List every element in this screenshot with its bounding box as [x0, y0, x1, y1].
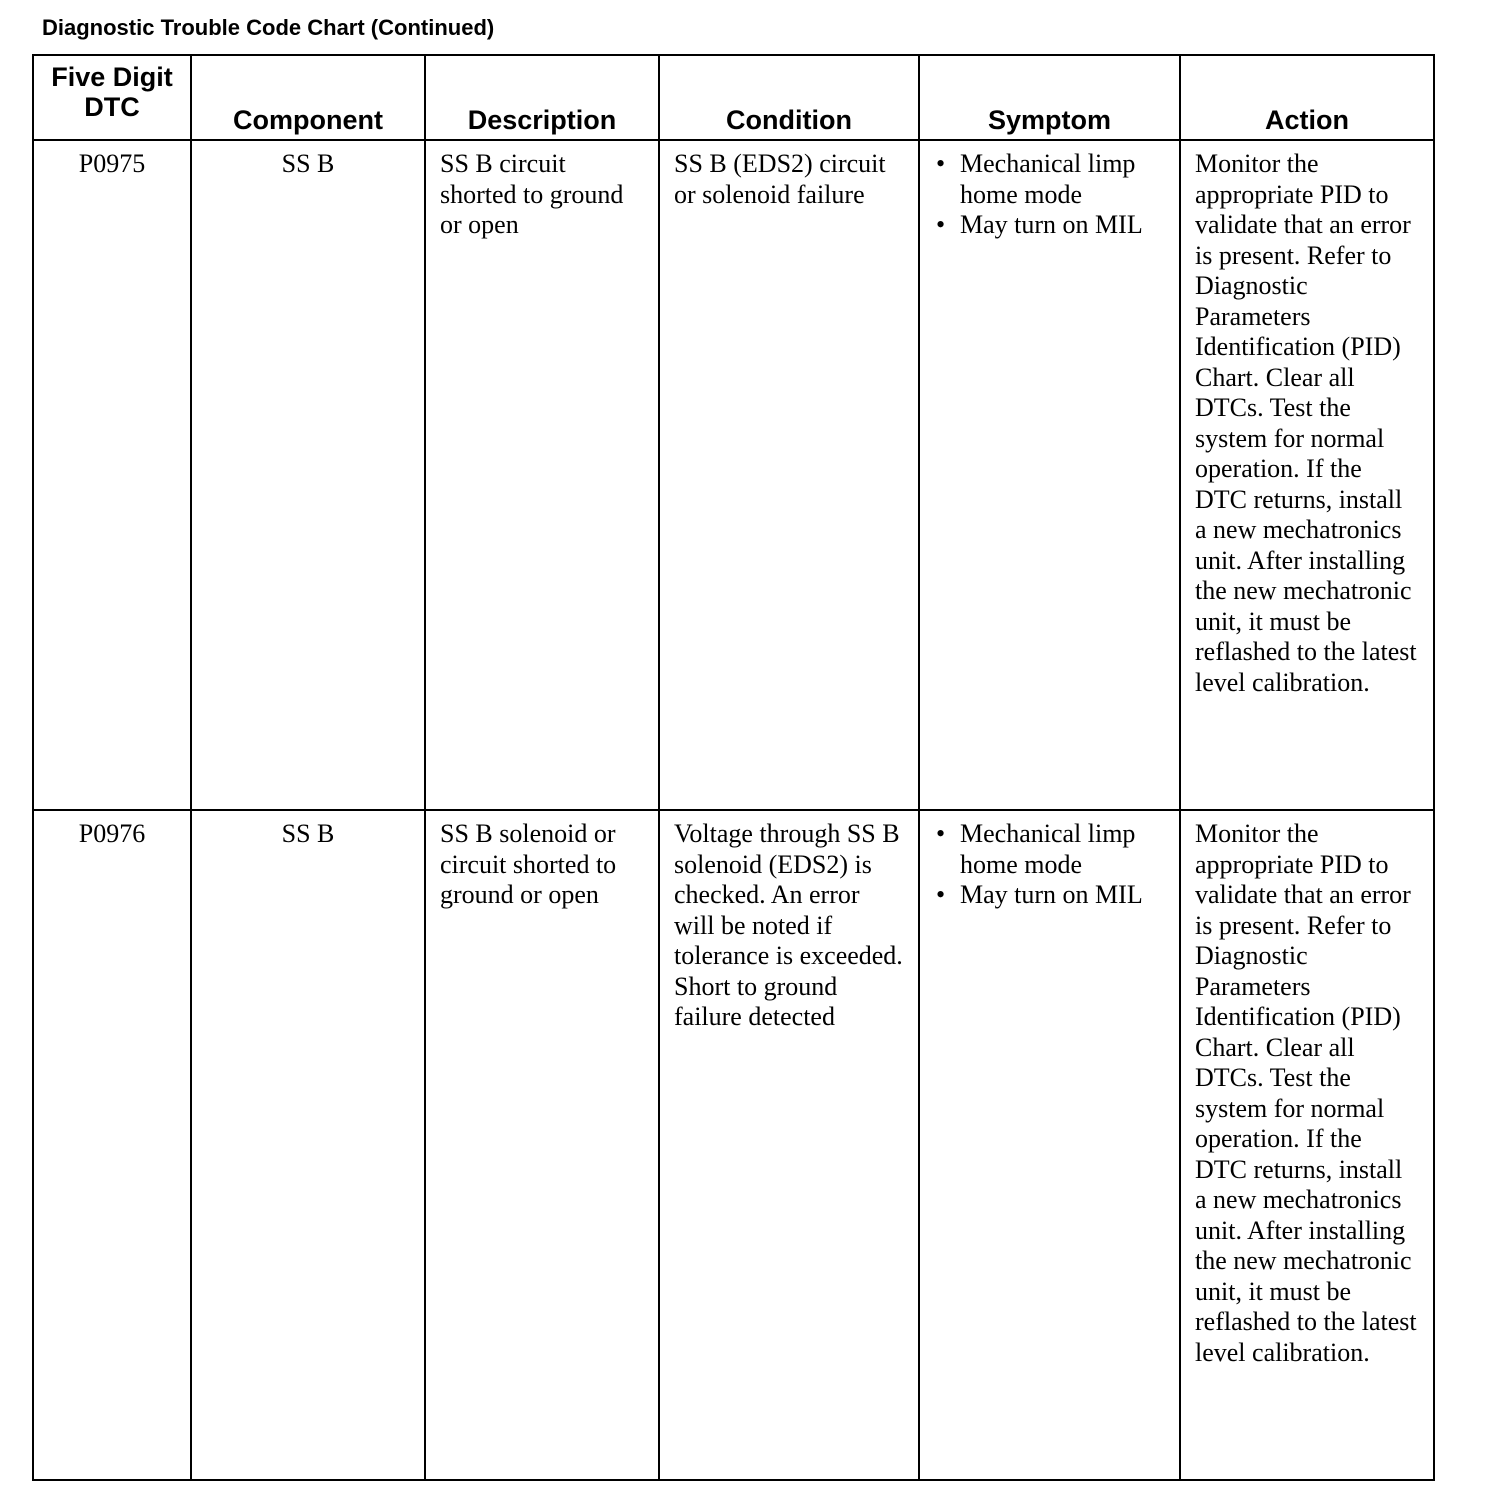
header-five-digit-line1: Five Digit [51, 62, 173, 92]
header-dtc-line2: DTC [84, 92, 140, 122]
bullet-icon: • [936, 210, 946, 239]
action-cell: Monitor the appropriate PID to validate that an error is present. Refer to Diagnostic Parameters Identification (PID) Chart. Clear all DTCs. Test the system for normal operation. If the DTC returns, install a new mechatronics unit. After installing the new mechatronic unit, it must be reflashed to the latest level calibration. [1180, 140, 1434, 810]
symptom-text: Mechanical limp home mode [960, 819, 1136, 879]
description-cell: SS B solenoid or circuit shorted to ground or open [425, 810, 659, 1480]
header-description: Description [425, 55, 659, 140]
component-cell: SS B [191, 810, 425, 1480]
bullet-icon: • [936, 880, 946, 909]
page-title: Diagnostic Trouble Code Chart (Continued) [42, 15, 495, 40]
symptom-text: May turn on MIL [960, 210, 1143, 239]
symptom-item [934, 210, 1165, 241]
dtc-code-cell: P0975 [33, 140, 191, 810]
symptom-list [934, 149, 1165, 241]
table-row [33, 140, 1434, 810]
header-five-digit-dtc [33, 55, 191, 140]
symptom-item [934, 149, 1165, 210]
header-action: Action [1180, 55, 1434, 140]
action-cell: Monitor the appropriate PID to validate that an error is present. Refer to Diagnostic Parameters Identification (PID) Chart. Clear all DTCs. Test the system for normal operation. If the DTC returns, install a new mechatronics unit. After installing the new mechatronic unit, it must be reflashed to the latest level calibration. [1180, 810, 1434, 1480]
symptom-item [934, 880, 1165, 911]
header-symptom: Symptom [919, 55, 1180, 140]
symptom-list [934, 819, 1165, 911]
bullet-icon: • [936, 149, 946, 178]
description-cell: SS B circuit shorted to ground or open [425, 140, 659, 810]
dtc-chart-table [32, 54, 1435, 1481]
symptom-text: May turn on MIL [960, 880, 1143, 909]
condition-cell: Voltage through SS B solenoid (EDS2) is checked. An error will be noted if tolerance is exceeded. Short to ground failure detected [659, 810, 919, 1480]
bullet-icon: • [936, 819, 946, 848]
condition-cell: SS B (EDS2) circuit or solenoid failure [659, 140, 919, 810]
symptom-text: Mechanical limp home mode [960, 149, 1136, 209]
header-condition: Condition [659, 55, 919, 140]
dtc-code-cell: P0976 [33, 810, 191, 1480]
table-row [33, 810, 1434, 1480]
header-component: Component [191, 55, 425, 140]
table-header-row [33, 55, 1434, 140]
symptom-cell [919, 810, 1180, 1480]
symptom-cell [919, 140, 1180, 810]
symptom-item [934, 819, 1165, 880]
component-cell: SS B [191, 140, 425, 810]
